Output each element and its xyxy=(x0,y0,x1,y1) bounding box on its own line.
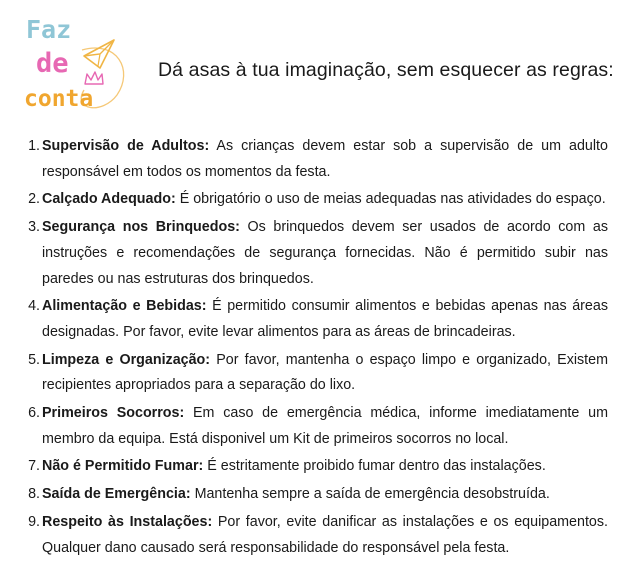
rule-title: Supervisão de Adultos: xyxy=(42,138,210,154)
rule-title: Limpeza e Organização: xyxy=(42,351,211,368)
rule-body xyxy=(42,348,608,399)
rule-body xyxy=(42,401,608,452)
rule-body xyxy=(42,482,608,508)
rule-item xyxy=(20,482,608,508)
rule-description: Em caso de emergência médica, informe imediatamente um membro da equipa. Está disponivel um Kit de primeiros socorros no local. xyxy=(42,405,608,447)
rule-body xyxy=(42,510,608,561)
rule-title: Saída de Emergência: xyxy=(42,486,191,503)
rule-number: 7. xyxy=(28,458,40,475)
rule-number: 8. xyxy=(28,486,40,503)
rule-title: Não é Permitido Fumar: xyxy=(42,458,204,475)
rule-number: 1. xyxy=(28,138,40,154)
rule-number: 6. xyxy=(28,405,40,422)
rule-title: Primeiros Socorros: xyxy=(42,405,185,422)
rule-description: Mantenha sempre a saída de emergência desobstruída. xyxy=(190,486,550,503)
logo-word-faz: Faz xyxy=(26,15,72,44)
rule-number: 3. xyxy=(28,219,40,236)
rule-body xyxy=(42,454,608,480)
rule-description: Os brinquedos devem ser usados de acordo com as instruções e recomendações de segurança fornecidas. Não é permitido subir nas paredes ou nas estruturas dos brinquedos. xyxy=(42,219,609,287)
faz-de-conta-logo xyxy=(22,10,134,118)
rule-item xyxy=(20,294,608,345)
rule-item xyxy=(20,134,608,185)
rule-title: Respeito às Instalações: xyxy=(42,513,213,530)
rule-number: 9. xyxy=(28,513,40,530)
rule-description: Por favor, mantenha o espaço limpo e organizado, Existem recipientes apropriados para a separação do lixo. xyxy=(42,351,609,394)
logo-word-conta: conta xyxy=(24,86,94,112)
rule-description: É obrigatório o uso de meias adequadas nas atividades do espaço. xyxy=(175,191,606,208)
crown-icon xyxy=(85,72,103,84)
rule-description: É permitido consumir alimentos e bebidas apenas nas áreas designadas. Por favor, evite levar alimentos para as áreas de brincadeiras. xyxy=(42,298,608,340)
logo-word-de: de xyxy=(36,48,69,79)
rule-item xyxy=(20,510,608,561)
rule-title: Segurança nos Brinquedos: xyxy=(42,219,240,236)
rule-item xyxy=(20,215,608,292)
rule-body xyxy=(42,134,608,185)
rule-item xyxy=(20,401,608,452)
rule-body xyxy=(42,294,608,345)
rule-body xyxy=(42,187,608,213)
rules-list xyxy=(20,134,608,563)
rule-item xyxy=(20,454,608,480)
rule-item xyxy=(20,187,608,213)
rule-description: É estritamente proibido fumar dentro das instalações. xyxy=(203,458,546,475)
paper-plane-icon xyxy=(84,40,114,68)
rule-description: As crianças devem estar sob a supervisão de um adulto responsável em todos os momentos da festa. xyxy=(42,138,608,180)
rule-number: 2. xyxy=(28,191,40,208)
rule-body xyxy=(42,215,608,292)
rule-title: Alimentação e Bebidas: xyxy=(42,298,207,315)
rule-number: 5. xyxy=(28,351,40,368)
rule-title: Calçado Adequado: xyxy=(42,191,176,208)
rule-description: Por favor, evite danificar as instalações e os equipamentos. Qualquer dano causado será responsabilidade do responsável pela festa. xyxy=(42,513,609,556)
rule-number: 4. xyxy=(28,298,40,315)
page-headline: Dá asas à tua imaginação, sem esquecer as regras: xyxy=(158,59,614,81)
rule-item xyxy=(20,348,608,399)
